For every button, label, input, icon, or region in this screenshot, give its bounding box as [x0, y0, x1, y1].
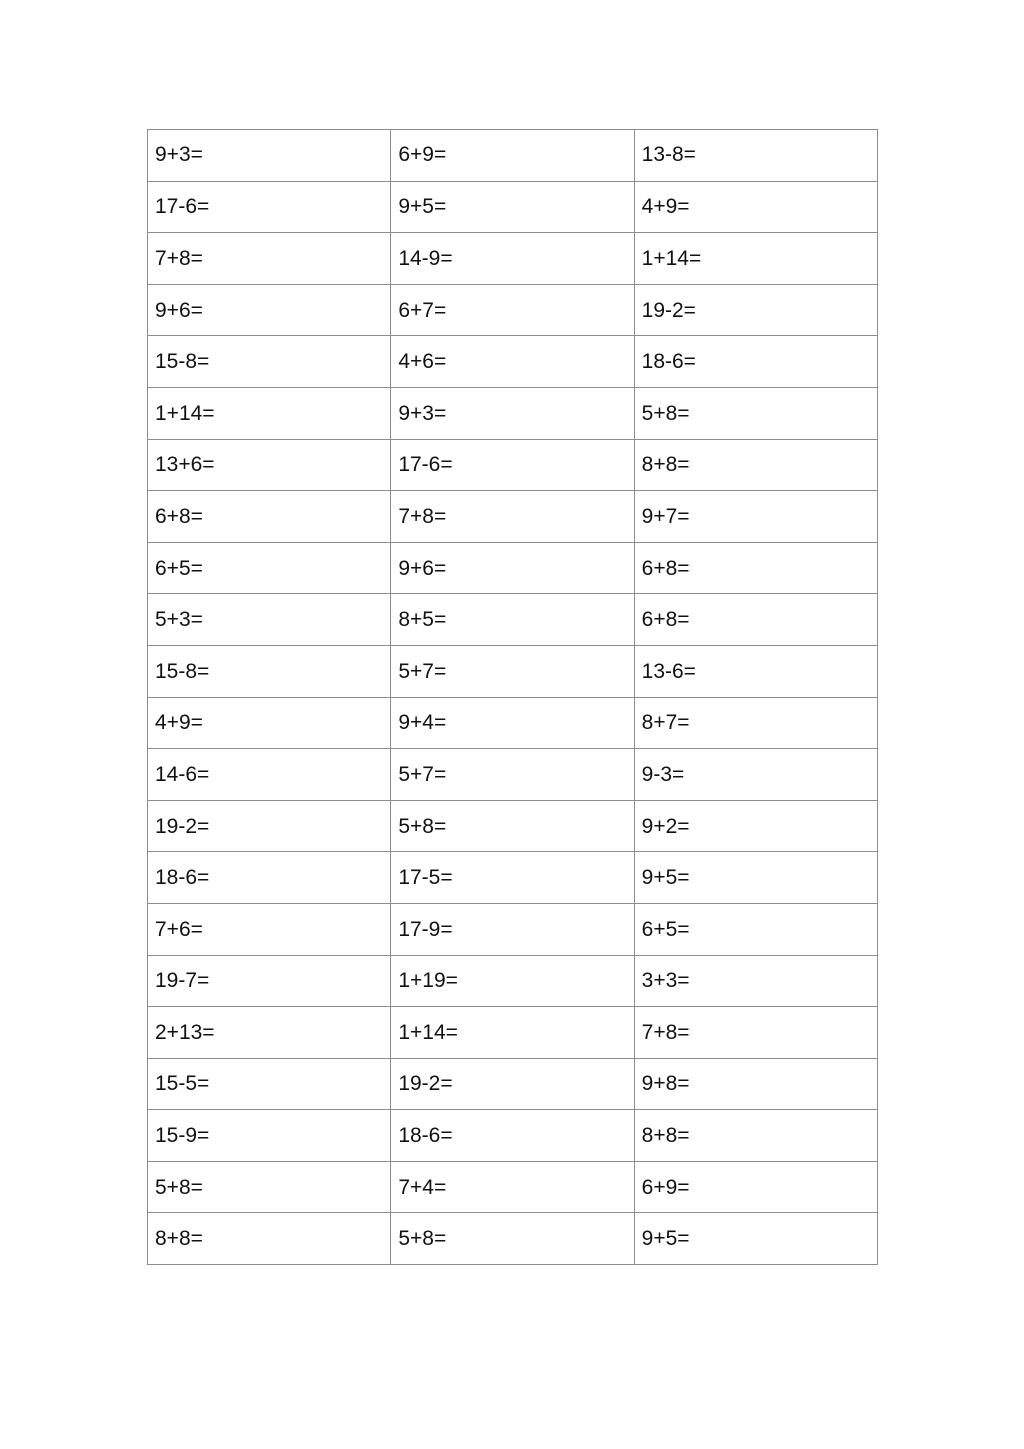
- problem-cell: 1+14=: [148, 387, 391, 439]
- problem-cell: 19-2=: [634, 284, 877, 336]
- problem-cell: 18-6=: [148, 852, 391, 904]
- table-row: [148, 542, 878, 594]
- problem-cell: 9+5=: [634, 1213, 877, 1265]
- table-row: [148, 130, 878, 182]
- problem-cell: 13+6=: [148, 439, 391, 491]
- problem-cell: 7+8=: [391, 491, 634, 543]
- problem-cell: 4+9=: [148, 697, 391, 749]
- problem-cell: 19-7=: [148, 955, 391, 1007]
- problem-cell: 15-8=: [148, 645, 391, 697]
- problem-cell: 6+5=: [634, 903, 877, 955]
- arithmetic-worksheet-table: [147, 129, 878, 1265]
- problem-cell: 5+8=: [391, 800, 634, 852]
- problem-cell: 14-6=: [148, 749, 391, 801]
- problem-cell: 5+8=: [634, 387, 877, 439]
- problem-cell: 8+8=: [148, 1213, 391, 1265]
- problem-cell: 4+6=: [391, 336, 634, 388]
- problem-cell: 7+8=: [148, 233, 391, 285]
- problem-cell: 1+14=: [391, 1007, 634, 1059]
- problem-cell: 6+9=: [634, 1161, 877, 1213]
- problem-cell: 19-2=: [391, 1058, 634, 1110]
- problem-cell: 17-6=: [148, 181, 391, 233]
- table-row: [148, 697, 878, 749]
- problem-cell: 19-2=: [148, 800, 391, 852]
- table-row: [148, 645, 878, 697]
- table-row: [148, 852, 878, 904]
- table-row: [148, 594, 878, 646]
- problem-cell: 8+8=: [634, 1110, 877, 1162]
- problem-cell: 2+13=: [148, 1007, 391, 1059]
- problem-cell: 5+8=: [148, 1161, 391, 1213]
- problem-cell: 17-5=: [391, 852, 634, 904]
- problem-cell: 9+7=: [634, 491, 877, 543]
- problem-cell: 5+3=: [148, 594, 391, 646]
- problem-cell: 15-9=: [148, 1110, 391, 1162]
- problem-cell: 9+2=: [634, 800, 877, 852]
- table-row: [148, 800, 878, 852]
- problem-cell: 6+5=: [148, 542, 391, 594]
- problem-cell: 13-6=: [634, 645, 877, 697]
- problem-cell: 6+8=: [148, 491, 391, 543]
- problem-cell: 9+5=: [391, 181, 634, 233]
- table-row: [148, 181, 878, 233]
- problem-cell: 7+6=: [148, 903, 391, 955]
- problem-cell: 6+7=: [391, 284, 634, 336]
- problem-cell: 13-8=: [634, 130, 877, 182]
- table-row: [148, 439, 878, 491]
- table-row: [148, 336, 878, 388]
- problem-cell: 6+9=: [391, 130, 634, 182]
- table-row: [148, 1110, 878, 1162]
- table-row: [148, 233, 878, 285]
- table-row: [148, 1007, 878, 1059]
- problem-cell: 7+8=: [634, 1007, 877, 1059]
- problem-cell: 1+19=: [391, 955, 634, 1007]
- table-row: [148, 955, 878, 1007]
- problem-cell: 18-6=: [391, 1110, 634, 1162]
- worksheet-body: [148, 130, 878, 1265]
- table-row: [148, 1161, 878, 1213]
- problem-cell: 3+3=: [634, 955, 877, 1007]
- problem-cell: 6+8=: [634, 542, 877, 594]
- table-row: [148, 491, 878, 543]
- problem-cell: 9+5=: [634, 852, 877, 904]
- table-row: [148, 284, 878, 336]
- problem-cell: 14-9=: [391, 233, 634, 285]
- problem-cell: 5+7=: [391, 749, 634, 801]
- problem-cell: 9+6=: [148, 284, 391, 336]
- problem-cell: 7+4=: [391, 1161, 634, 1213]
- problem-cell: 9+3=: [391, 387, 634, 439]
- problem-cell: 9+8=: [634, 1058, 877, 1110]
- table-row: [148, 387, 878, 439]
- problem-cell: 15-8=: [148, 336, 391, 388]
- table-row: [148, 903, 878, 955]
- problem-cell: 5+8=: [391, 1213, 634, 1265]
- problem-cell: 9+4=: [391, 697, 634, 749]
- problem-cell: 9+3=: [148, 130, 391, 182]
- table-row: [148, 1213, 878, 1265]
- problem-cell: 8+5=: [391, 594, 634, 646]
- table-row: [148, 749, 878, 801]
- problem-cell: 4+9=: [634, 181, 877, 233]
- problem-cell: 18-6=: [634, 336, 877, 388]
- problem-cell: 15-5=: [148, 1058, 391, 1110]
- problem-cell: 9+6=: [391, 542, 634, 594]
- problem-cell: 6+8=: [634, 594, 877, 646]
- problem-cell: 9-3=: [634, 749, 877, 801]
- problem-cell: 8+8=: [634, 439, 877, 491]
- problem-cell: 1+14=: [634, 233, 877, 285]
- problem-cell: 5+7=: [391, 645, 634, 697]
- problem-cell: 17-9=: [391, 903, 634, 955]
- table-row: [148, 1058, 878, 1110]
- problem-cell: 17-6=: [391, 439, 634, 491]
- problem-cell: 8+7=: [634, 697, 877, 749]
- worksheet-page: [147, 129, 877, 1265]
